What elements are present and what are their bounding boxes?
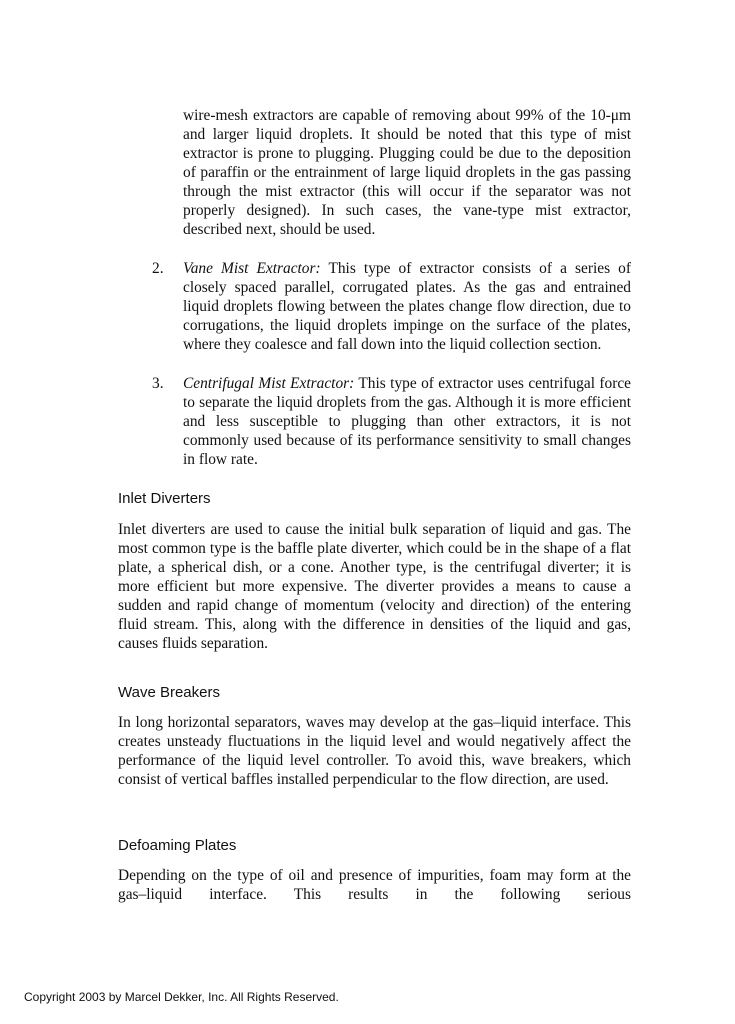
section-paragraph-wave-breakers: In long horizontal separators, waves may develop at the gas–liquid interface. This creates unsteady fluctuations in the liquid level and would negatively affect the performance of the liquid level controller. To avoid this, wave breakers, which consist of vertical baffles installed perpendicular to the flow direction, are used. <box>118 714 631 788</box>
copyright-notice: Copyright 2003 by Marcel Dekker, Inc. All Rights Reserved. <box>24 990 339 1004</box>
section-heading-inlet-diverters: Inlet Diverters <box>118 490 211 507</box>
section-paragraph-inlet-diverters: Inlet diverters are used to cause the initial bulk separation of liquid and gas. The most common type is the baffle plate diverter, which could be in the shape of a flat plate, a spherical dish, or a cone. Another type, is the centrifugal diverter; it is more efficient but more expensive. The diverter provides a means to cause a sudden and rapid change of momentum (velocity and direction) of the entering fluid stream. This, along with the difference in densities of the liquid and gas, causes fluids separation. <box>118 521 631 652</box>
list-item-body <box>183 259 631 354</box>
section-paragraph-defoaming-plates: Depending on the type of oil and presence of impurities, foam may form at the gas–liquid interface. This results in the following serious <box>118 867 631 903</box>
list-item-text: This type of extractor consists of a series of closely spaced parallel, corrugated plates. As the gas and entrained liquid droplets flowing between the plates change flow direction, due to corrugations, the liquid droplets impinge on the surface of the plates, where they coalesce and fall down into the liquid collection section. <box>183 260 631 353</box>
list-item-centrifugal-mist-extractor <box>152 374 631 469</box>
list-item-number: 2. <box>152 260 164 277</box>
list-item-term: Vane Mist Extractor: <box>183 260 321 277</box>
list-item-vane-mist-extractor <box>152 259 631 354</box>
continuation-paragraph: wire-mesh extractors are capable of removing about 99% of the 10-μm and larger liquid droplets. It should be noted that this type of mist extractor is prone to plugging. Plugging could be due to the deposition of paraffin or the entrainment of large liquid droplets in the gas passing through the mist extractor (this will occur if the separator was not properly designed). In such cases, the vane-type mist extractor, described next, should be used. <box>183 107 631 238</box>
section-heading-defoaming-plates: Defoaming Plates <box>118 837 237 854</box>
section-heading-wave-breakers: Wave Breakers <box>118 684 220 701</box>
list-item-term: Centrifugal Mist Extractor: <box>183 375 355 392</box>
list-item-number: 3. <box>152 375 164 392</box>
list-item-text: This type of extractor uses centrifugal force to separate the liquid droplets from the gas. Although it is more efficient and less susceptible to plugging than other extractors, it is not commonly used because of its performance sensitivity to small changes in flow rate. <box>183 375 631 468</box>
list-item-body <box>183 374 631 469</box>
